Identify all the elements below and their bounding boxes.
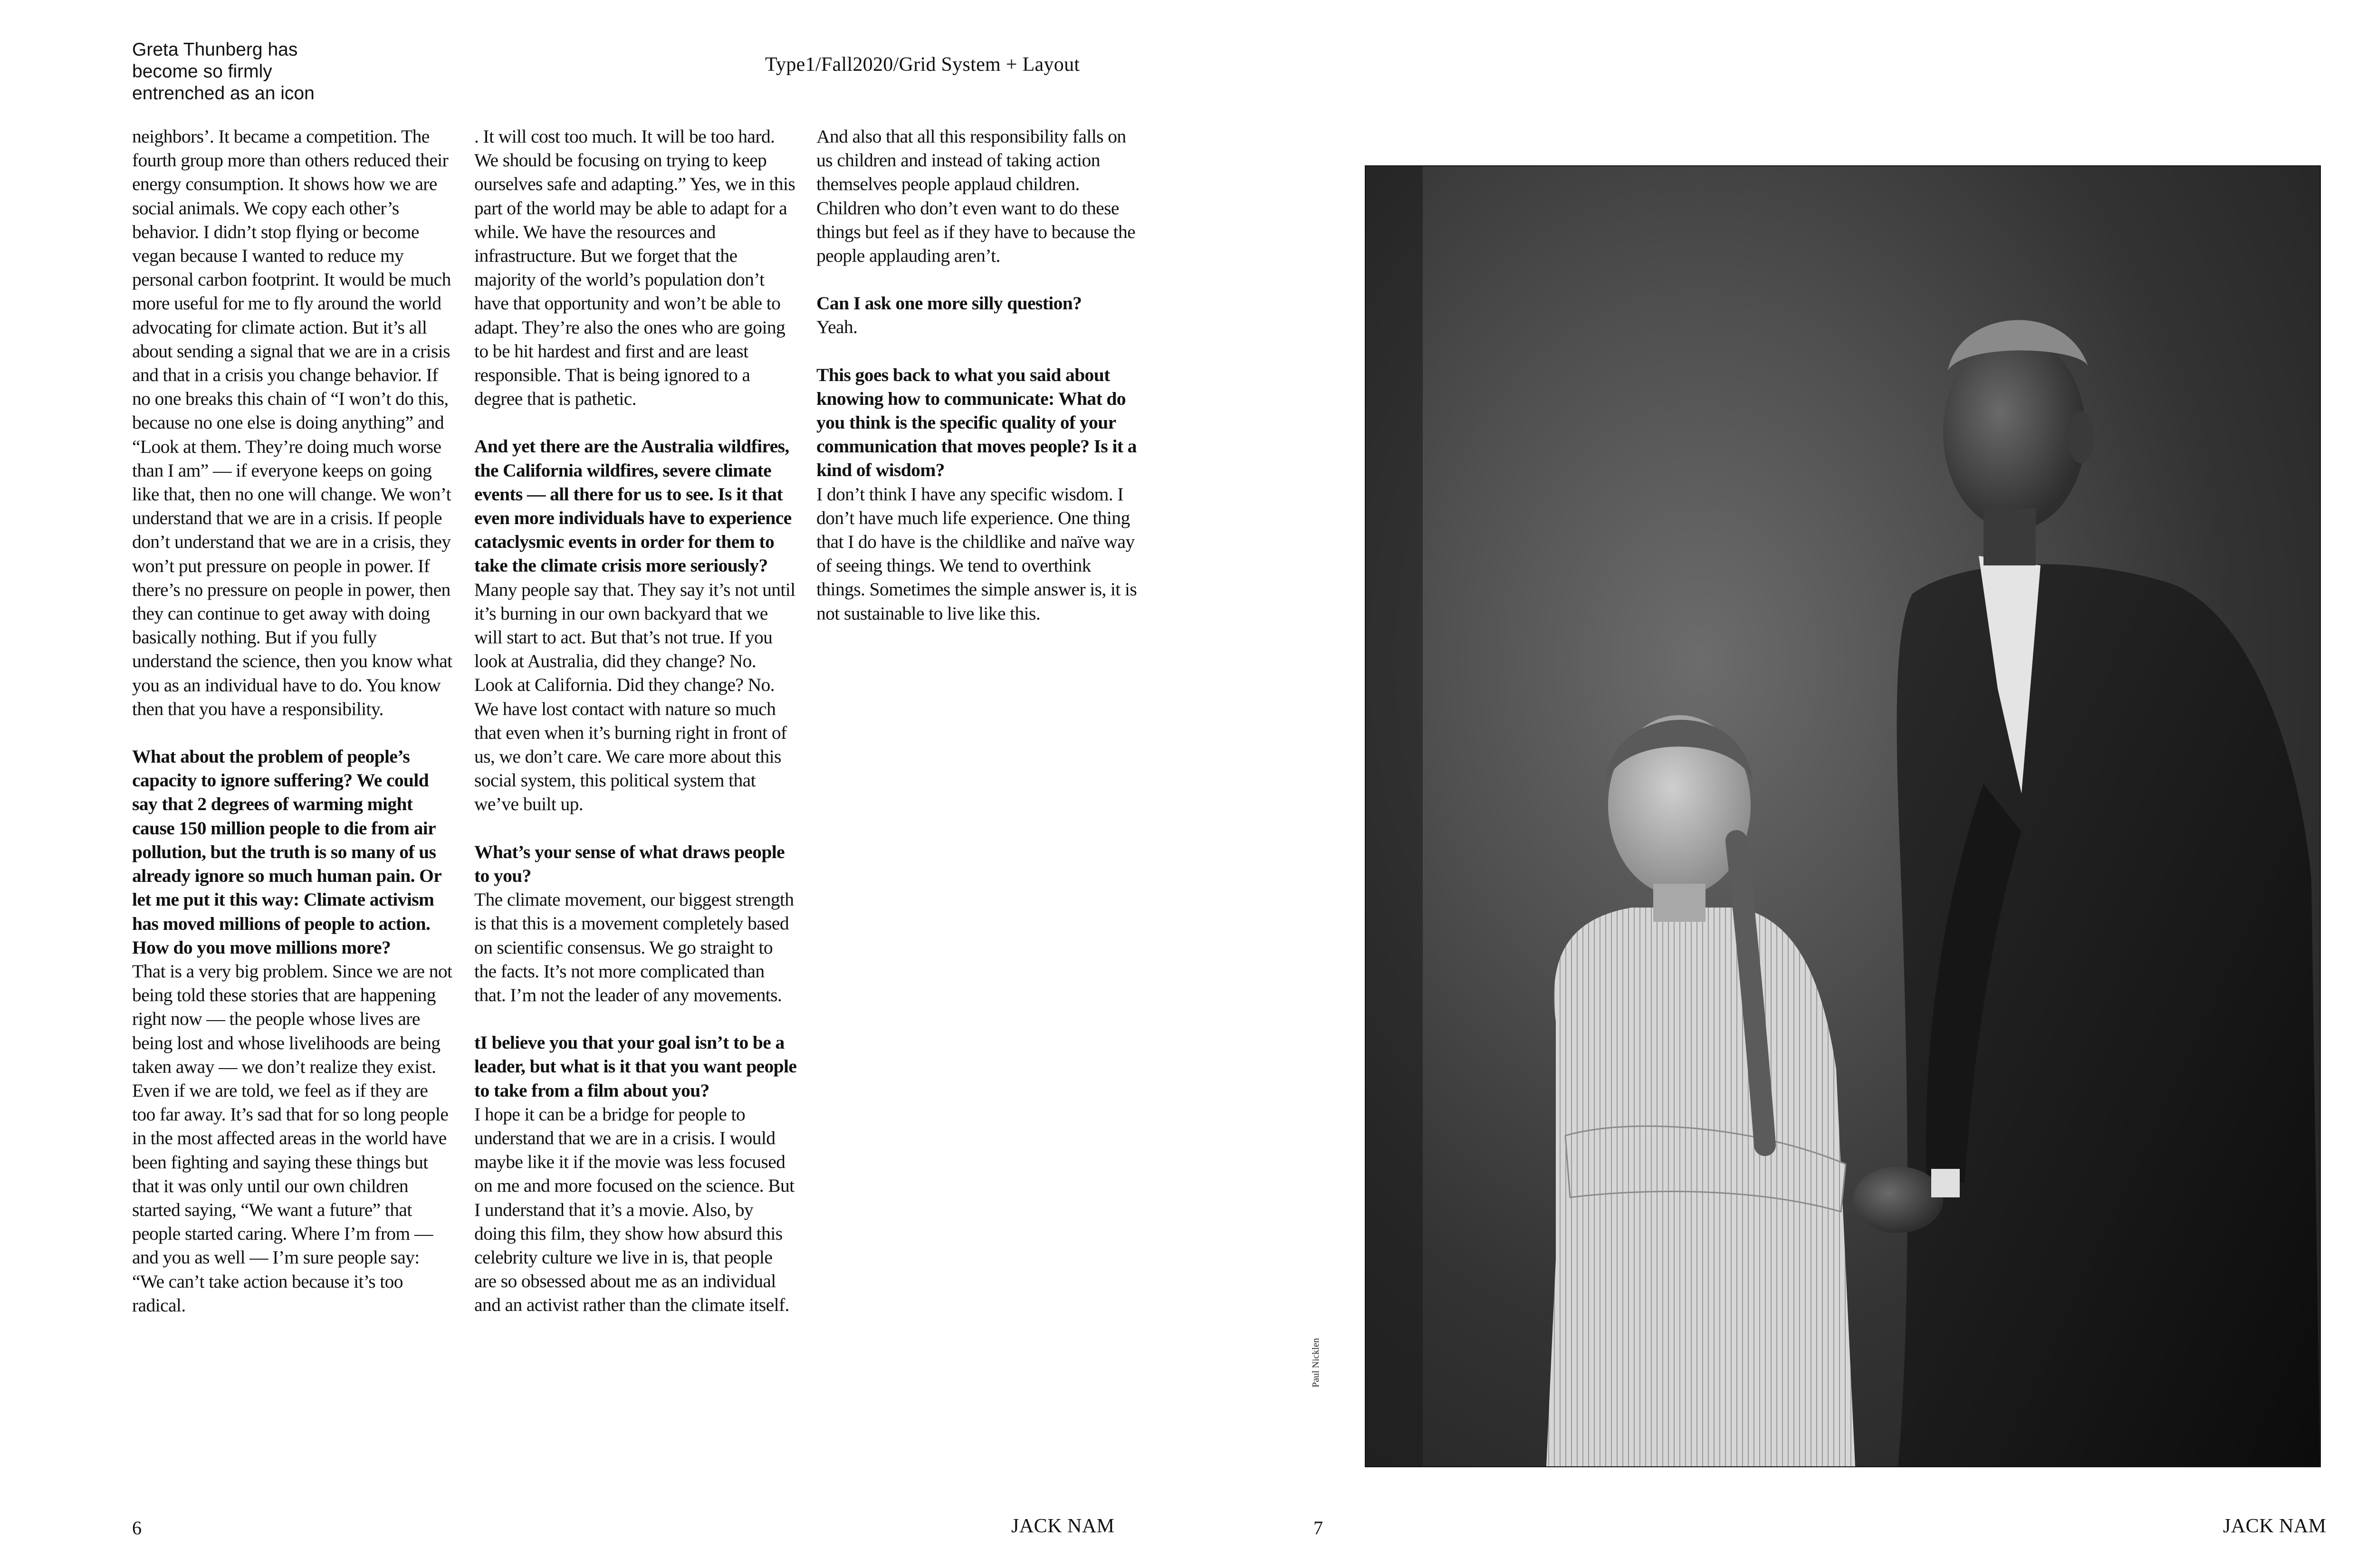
footer-author-right: JACK NAM [2223, 1515, 2327, 1537]
page-number-right: 7 [1313, 1517, 1323, 1539]
man-neck [1983, 508, 2036, 565]
man-cuff [1931, 1169, 1960, 1197]
interview-question: What about the problem of people’s capacity to ignore suffering? We could say that 2 degrees of warming might cause 150 million people to die from air pollution, but the truth is so many of us already ignore so much human pain. Or let me put it this way: Climate activism has moved millions of people to action. How do you move millions more? [132, 746, 441, 958]
paragraph: And also that all this responsibility falls on us children and instead of taking action themselves people applaud children. Children who don’t even want to do these things but feel as if they have to because the people applauding aren’t. [816, 126, 1136, 267]
photo-credit: Paul Nicklen [1311, 1338, 1321, 1387]
interview-answer: I don’t think I have any specific wisdom. I don’t have much life experience. One thing that I do have is the childlike and naïve way of seeing things. We tend to overthink things. Sometimes the simple answer is, it is not sustainable to live like this. [816, 483, 1137, 624]
interview-question: This goes back to what you said about knowing how to communicate: What do you think is the specific quality of your communication that moves people? Is it a kind of wisdom? [816, 364, 1137, 481]
running-head: Greta Thunberg has become so firmly entrenched as an icon [132, 39, 315, 104]
interview-question: Can I ask one more silly question? [816, 293, 1082, 314]
article-column-2 [474, 124, 797, 1317]
interview-answer: Many people say that. They say it’s not until it’s burning in our own backyard that we will start to act. But that’s not true. If you look at Australia, did they change? No. Look at California. Did they change? No. We have lost contact with nature so much that even when it’s burning right in front of us, we don’t care. We care more about this social system, this political system that we’ve built up. [474, 579, 795, 815]
paragraph: . It will cost too much. It will be too hard. We should be focusing on trying to keep ourselves safe and adapting.” Yes, we in this part of the world may be able to adapt for a while. We have the resources and infrastructure. But we forget that the majority of the world’s population don’t have that opportunity and won’t be able to adapt. They’re also the ones who are going to be hit hardest and first and are least responsible. That is being ignored to a degree that is pathetic. [474, 126, 795, 410]
article-column-3 [816, 124, 1142, 625]
photo-illustration [1366, 166, 2320, 1466]
interview-question: And yet there are the Australia wildfires, the California wildfires, severe climate events — all there for us to see. Is it that even more individuals have to experience cataclysmic events in order for them to take the climate crisis more seriously? [474, 436, 792, 576]
interview-question: What’s your sense of what draws people to you? [474, 841, 785, 886]
article-column-1 [132, 124, 455, 1317]
portrait-photo [1365, 165, 2321, 1467]
page-number-left: 6 [132, 1517, 142, 1539]
interview-answer: Yeah. [816, 316, 858, 338]
paragraph: neighbors’. It became a competition. The fourth group more than others reduced their energy consumption. It shows how we are social animals. We copy each other’s behavior. I didn’t stop flying or become vegan because I wanted to reduce my personal carbon footprint. It would be much more useful for me to fly around the world advocating for climate action. But it’s all about sending a signal that we are in a crisis and that in a crisis you change behavior. If no one breaks this chain of “I won’t do this, because no one else is doing anything” and “Look at them. They’re doing much worse than I am” — if everyone keeps on going like that, then no one will change. We won’t understand that we are in a crisis. If people don’t understand that we are in a crisis, they won’t put pressure on people in power. If there’s no pressure on people in power, then they can continue to get away with doing basically nothing. But if you fully understand the science, then you know what you as an individual have to do. You know then that you have a responsibility. [132, 126, 452, 719]
girl-neck [1653, 884, 1705, 922]
header-title: Type1/Fall2020/Grid System + Layout [765, 54, 1080, 76]
footer-author-left: JACK NAM [1011, 1515, 1115, 1537]
interview-answer: The climate movement, our biggest strength is that this is a movement completely based on scientific consensus. We go straight to the facts. It’s not more complicated than that. I’m not the leader of any movements. [474, 889, 794, 1005]
interview-answer: I hope it can be a bridge for people to understand that we are in a crisis. I would maybe like it if the movie was less focused on me and more focused on the science. But I understand that it’s a movie. Also, by doing this film, they show how absurd this celebrity culture we live in is, that people are so obsessed about me as an individual and an activist rather than the climate itself. [474, 1103, 795, 1316]
man-head [1943, 335, 2086, 530]
man-hands [1853, 1166, 1943, 1233]
interview-question: tI believe you that your goal isn’t to be a leader, but what is it that you want people to take from a film about you? [474, 1032, 797, 1101]
man-ear [2068, 411, 2094, 463]
background-shadow [1366, 166, 1423, 1466]
interview-answer: That is a very big problem. Since we are not being told these stories that are happening right now — the people whose lives are being lost and whose livelihoods are being taken away — we don’t realize they exist. Even if we are told, we feel as if they are too far away. It’s sad that for so long people in the most affected areas in the world have been fighting and saying these things but that it was only until our own children started saying, “We want a future” that people started caring. Where I’m from — and you as well — I’m sure people say: “We can’t take action because it’s too radical. [132, 960, 452, 1316]
